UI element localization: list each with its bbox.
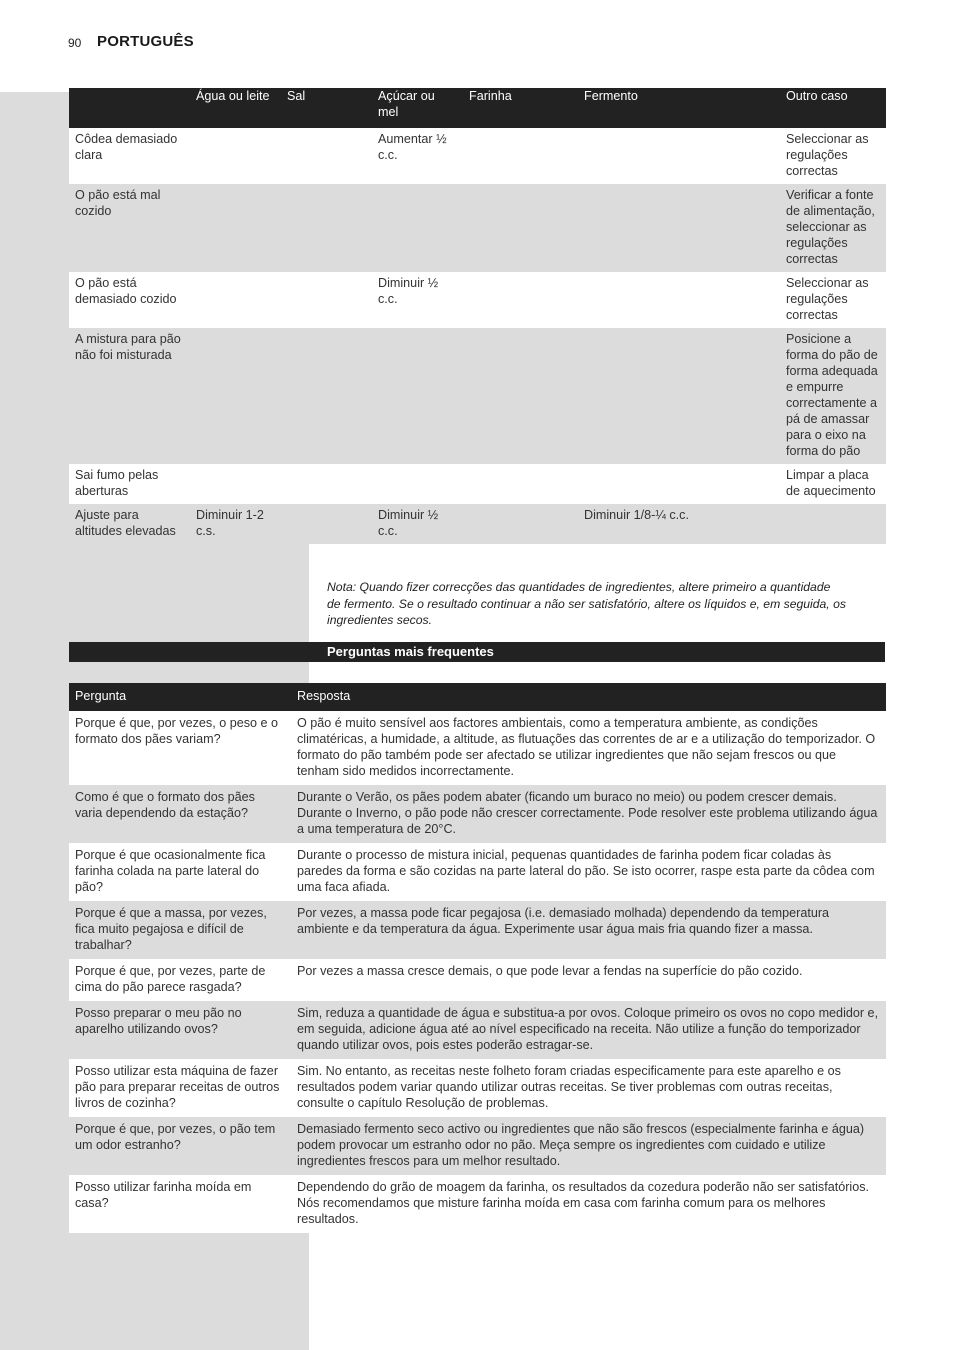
table-cell [281, 464, 372, 504]
table-cell: Aumentar ½ c.c. [372, 128, 463, 184]
header-cell: Resposta [291, 683, 886, 711]
answer-cell: Por vezes, a massa pode ficar pegajosa (i.e. demasiado molhada) dependendo da temperatura ambiente e da temperatura da água. Experimente usar água mais fria quando fizer a massa. [291, 901, 886, 959]
table-row [69, 785, 886, 843]
table-row [69, 959, 886, 1001]
faq-header-row [69, 683, 886, 711]
section-language: PORTUGUÊS [97, 33, 194, 50]
header-cell: Açúcar ou mel [372, 88, 463, 128]
table-cell: Diminuir 1/8-¼ c.c. [578, 504, 780, 544]
table-cell [190, 328, 281, 464]
question-cell: Porque é que, por vezes, o peso e o formato dos pães variam? [69, 711, 291, 785]
table-row [69, 272, 886, 328]
header-cell: Água ou leite [190, 88, 281, 128]
table-cell [372, 328, 463, 464]
table-row [69, 128, 886, 184]
table-cell [463, 184, 578, 272]
header-cell: Sal [281, 88, 372, 128]
answer-cell: Sim. No entanto, as receitas neste folheto foram criadas especificamente para este aparelho e os resultados podem variar quando utilizar outras receitas. Se tiver problemas com outras receitas, consulte o capítulo Resolução de problemas. [291, 1059, 886, 1117]
question-cell: Porque é que ocasionalmente fica farinha colada na parte lateral do pão? [69, 843, 291, 901]
ingredient-note: Nota: Quando fizer correcções das quantidades de ingredientes, altere primeiro a quantidade de fermento. Se o resultado continuar a não ser satisfatório, altere os líquidos e, em seguida, os ingredientes secos. [327, 580, 846, 627]
troubleshooting-header-row [69, 88, 886, 128]
table-cell [190, 272, 281, 328]
faq-title: Perguntas mais frequentes [327, 644, 494, 659]
header-cell: Fermento [578, 88, 780, 128]
table-row [69, 1117, 886, 1175]
table-cell [463, 128, 578, 184]
table-cell [281, 128, 372, 184]
table-row [69, 711, 886, 785]
table-cell [281, 272, 372, 328]
table-cell [463, 504, 578, 544]
table-cell: Limpar a placa de aquecimento [780, 464, 886, 504]
table-cell [190, 184, 281, 272]
table-cell [372, 184, 463, 272]
table-row [69, 464, 886, 504]
table-cell [281, 328, 372, 464]
table-cell [281, 504, 372, 544]
table-row [69, 901, 886, 959]
problem-cell: Ajuste para altitudes elevadas [69, 504, 190, 544]
table-cell [463, 328, 578, 464]
header-cell: Pergunta [69, 683, 291, 711]
question-cell: Como é que o formato dos pães varia dependendo da estação? [69, 785, 291, 843]
table-cell: Posicione a forma do pão de forma adequada e empurre correctamente a pá de amassar para o eixo na forma do pão [780, 328, 886, 464]
question-cell: Porque é que, por vezes, o pão tem um odor estranho? [69, 1117, 291, 1175]
table-cell [578, 464, 780, 504]
table-row [69, 328, 886, 464]
table-row [69, 1059, 886, 1117]
problem-cell: Sai fumo pelas aberturas [69, 464, 190, 504]
answer-cell: Durante o processo de mistura inicial, pequenas quantidades de farinha podem ficar coladas às paredes da forma e são cozidas na parte lateral do pão. Se isto ocorrer, raspe esta parte da côdea com uma faca afiada. [291, 843, 886, 901]
answer-cell: Durante o Verão, os pães podem abater (ficando um buraco no meio) ou podem crescer demais. Durante o Inverno, o pão pode não crescer correctamente. Pode resolver este problema utilizando água a uma temperatura de 20°C. [291, 785, 886, 843]
table-row [69, 1175, 886, 1233]
troubleshooting-table [69, 88, 886, 544]
table-row [69, 504, 886, 544]
table-cell [578, 272, 780, 328]
problem-cell: O pão está mal cozido [69, 184, 190, 272]
table-cell: Seleccionar as regulações correctas [780, 128, 886, 184]
problem-cell: A mistura para pão não foi misturada [69, 328, 190, 464]
table-cell [463, 464, 578, 504]
question-cell: Posso utilizar esta máquina de fazer pão para preparar receitas de outros livros de cozinha? [69, 1059, 291, 1117]
table-cell [190, 128, 281, 184]
table-cell [780, 504, 886, 544]
table-row [69, 184, 886, 272]
table-row [69, 843, 886, 901]
table-cell [578, 184, 780, 272]
answer-cell: Por vezes a massa cresce demais, o que pode levar a fendas na superfície do pão cozido. [291, 959, 886, 1001]
answer-cell: Dependendo do grão de moagem da farinha, os resultados da cozedura poderão não ser satisfatórios. Nós recomendamos que misture farinha moída em casa com farinha comum para os melhores resultados. [291, 1175, 886, 1233]
header-cell: Farinha [463, 88, 578, 128]
table-cell: Diminuir ½ c.c. [372, 504, 463, 544]
problem-cell: Côdea demasiado clara [69, 128, 190, 184]
problem-cell: O pão está demasiado cozido [69, 272, 190, 328]
table-cell [372, 464, 463, 504]
header-cell: Outro caso [780, 88, 886, 128]
table-cell [190, 464, 281, 504]
question-cell: Posso utilizar farinha moída em casa? [69, 1175, 291, 1233]
answer-cell: Sim, reduza a quantidade de água e substitua-a por ovos. Coloque primeiro os ovos no copo medidor e, em seguida, adicione água até ao nível especificado na receita. Não utilize a função do temporizador quando utilizar ovos, pois estes poderão estragar-se. [291, 1001, 886, 1059]
table-cell: Seleccionar as regulações correctas [780, 272, 886, 328]
table-cell: Diminuir ½ c.c. [372, 272, 463, 328]
faq-section-heading [69, 642, 885, 662]
answer-cell: O pão é muito sensível aos factores ambientais, como a temperatura ambiente, as condições climatéricas, a humidade, a altitude, as flutuações das correntes de ar e a utilização do temporizador. O formato do pão também pode ser afectado se utilizar ingredientes que não sejam frescos ou que tenham sido medidos incorrectamente. [291, 711, 886, 785]
table-cell [463, 272, 578, 328]
question-cell: Porque é que a massa, por vezes, fica muito pegajosa e difícil de trabalhar? [69, 901, 291, 959]
question-cell: Posso preparar o meu pão no aparelho utilizando ovos? [69, 1001, 291, 1059]
page-number: 90 [68, 36, 82, 50]
table-cell [578, 328, 780, 464]
question-cell: Porque é que, por vezes, parte de cima do pão parece rasgada? [69, 959, 291, 1001]
table-cell [281, 184, 372, 272]
answer-cell: Demasiado fermento seco activo ou ingredientes que não são frescos (especialmente farinha e água) podem provocar um estranho odor no pão. Meça sempre os ingredientes com cuidado e utilize ingredientes frescos para um melhor resultado. [291, 1117, 886, 1175]
faq-table [69, 683, 886, 1233]
table-cell: Verificar a fonte de alimentação, seleccionar as regulações correctas [780, 184, 886, 272]
table-cell [578, 128, 780, 184]
table-cell: Diminuir 1-2 c.s. [190, 504, 281, 544]
header-cell [69, 88, 190, 128]
table-row [69, 1001, 886, 1059]
